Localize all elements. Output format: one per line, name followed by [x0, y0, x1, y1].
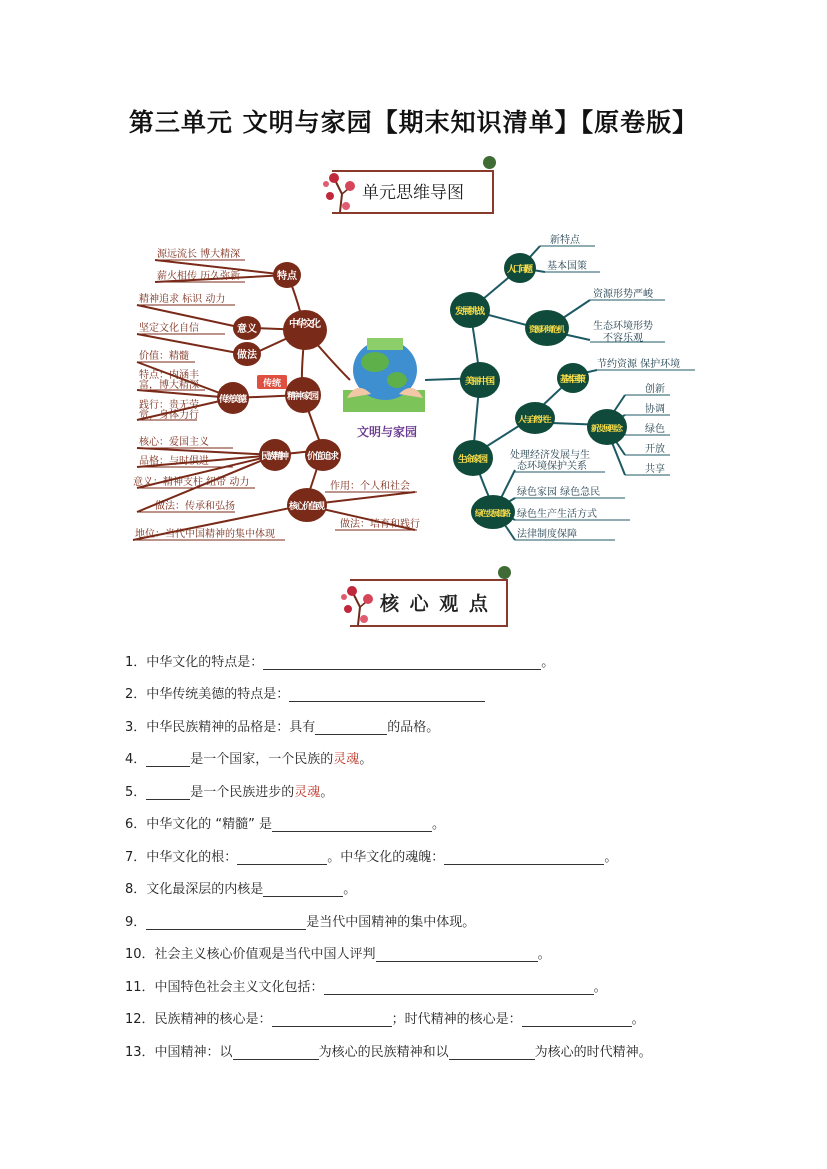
- svg-text:践行：贵无劳: 践行：贵无劳: [139, 400, 199, 411]
- svg-text:特点: 特点: [277, 271, 297, 282]
- plum-blossom-icon: [320, 166, 360, 216]
- svg-text:意义：精神支柱 纽带 动力: 意义：精神支柱 纽带 动力: [133, 477, 250, 488]
- svg-text:核心价值观: 核心价值观: [289, 502, 325, 512]
- answer-blank[interactable]: [263, 883, 343, 897]
- question-3: 3．中华民族精神的品格是：具有 的品格。: [125, 720, 440, 735]
- svg-text:价值追求: 价值追求: [307, 452, 339, 462]
- node-chinese-culture: [283, 310, 327, 350]
- question-5: 5． 是一个民族进步的灵魂。: [125, 785, 334, 800]
- svg-text:发展挑战: 发展挑战: [455, 307, 485, 317]
- svg-text:核心：爱国主义: 核心：爱国主义: [139, 437, 209, 448]
- page-title: 第三单元 文明与家园【期末知识清单】【原卷版】: [128, 108, 699, 137]
- mind-map: [125, 230, 705, 560]
- svg-text:富，博大精深: 富，博大精深: [139, 380, 199, 391]
- question-2: 2．中华传统美德的特点是：: [125, 683, 485, 702]
- svg-text:绿色家园 绿色急民: 绿色家园 绿色急民: [517, 487, 601, 498]
- svg-text:基本国策: 基本国策: [547, 261, 587, 272]
- svg-text:协调: 协调: [645, 404, 665, 415]
- answer-blank[interactable]: [289, 688, 485, 702]
- answer-blank[interactable]: [324, 981, 594, 995]
- answer-blank[interactable]: [146, 786, 190, 800]
- plum-blossom-icon: [338, 577, 378, 629]
- answer-blank[interactable]: [315, 721, 387, 735]
- svg-text:意义: 意义: [237, 324, 257, 335]
- question-13: 13．中国精神：以 为核心的民族精神和以 为核心的时代精神。: [125, 1045, 652, 1060]
- answer-blank[interactable]: [272, 1013, 392, 1027]
- question-9: 9． 是当代中国精神的集中体现。: [125, 915, 476, 930]
- svg-text:做法: 做法: [237, 350, 257, 361]
- green-dot-icon: [498, 566, 511, 579]
- svg-text:绿色发展道路: 绿色发展道路: [475, 509, 511, 518]
- answer-blank[interactable]: [146, 916, 306, 930]
- answer-blank[interactable]: [449, 1046, 535, 1060]
- svg-text:美丽中国: 美丽中国: [465, 377, 495, 387]
- svg-text:人口问题: 人口问题: [507, 265, 533, 275]
- question-11: 11．中国特色社会主义文化包括： 。: [125, 980, 607, 995]
- svg-text:传统美德: 传统美德: [219, 395, 247, 405]
- svg-text:传统: 传统: [262, 379, 282, 389]
- section-title-core: 核 心 观 点: [380, 593, 490, 615]
- svg-text:价值：精髓: 价值：精髓: [139, 351, 189, 362]
- question-10: 10．社会主义核心价值观是当代中国人评判 。: [125, 947, 551, 962]
- svg-text:地位：当代中国精神的集中体现: 地位：当代中国精神的集中体现: [135, 529, 275, 540]
- svg-text:共享: 共享: [645, 464, 665, 475]
- svg-text:特点：内涵丰: 特点：内涵丰: [139, 370, 199, 381]
- svg-text:精神家园: 精神家园: [287, 392, 319, 402]
- svg-text:基本国策: 基本国策: [560, 375, 586, 385]
- svg-text:不容乐观: 不容乐观: [603, 333, 643, 344]
- svg-text:创新: 创新: [645, 384, 665, 395]
- svg-text:人与自然共生: 人与自然共生: [518, 415, 552, 424]
- answer-blank[interactable]: [444, 851, 604, 865]
- center-label: 文明与家园: [356, 425, 418, 439]
- answer-blank[interactable]: [146, 753, 190, 767]
- svg-text:资源形势严峻: 资源形势严峻: [593, 289, 653, 300]
- answer-blank[interactable]: [233, 1046, 319, 1060]
- svg-text:绿色: 绿色: [645, 424, 665, 435]
- svg-text:开放: 开放: [645, 444, 665, 455]
- svg-text:坚定文化自信: 坚定文化自信: [139, 323, 199, 334]
- svg-text:中华文化: 中华文化: [289, 319, 321, 330]
- question-4: 4． 是一个国家，一个民族的灵魂。: [125, 752, 373, 767]
- svg-text:做法：培育和践行: 做法：培育和践行: [340, 519, 420, 530]
- section-title-mindmap: 单元思维导图: [362, 183, 464, 203]
- question-1: 1．中华文化的特点是： 。: [125, 655, 555, 670]
- svg-text:精神追求 标识 动力: 精神追求 标识 动力: [139, 294, 226, 305]
- svg-text:新发展理念: 新发展理念: [591, 424, 623, 433]
- question-12: 12．民族精神的核心是： ；时代精神的核心是： 。: [125, 1012, 645, 1027]
- svg-text:处理经济发展与生: 处理经济发展与生: [510, 450, 590, 461]
- center-illustration: [343, 338, 425, 412]
- svg-text:薪火相传 历久弥新: 薪火相传 历久弥新: [157, 271, 241, 282]
- question-7: 7．中华文化的根： 。中华文化的魂魄： 。: [125, 850, 618, 865]
- svg-text:新特点: 新特点: [550, 235, 580, 246]
- svg-text:绿色生产生活方式: 绿色生产生活方式: [517, 509, 597, 520]
- svg-text:法律制度保障: 法律制度保障: [517, 529, 577, 540]
- svg-text:节约资源 保护环境: 节约资源 保护环境: [597, 359, 681, 370]
- green-dot-icon: [483, 156, 496, 169]
- svg-text:生态环境形势: 生态环境形势: [593, 321, 653, 332]
- question-8: 8．文化最深层的内核是 。: [125, 882, 357, 897]
- answer-blank[interactable]: [376, 948, 538, 962]
- svg-text:作用：个人和社会: 作用：个人和社会: [330, 481, 410, 492]
- answer-blank[interactable]: [522, 1013, 632, 1027]
- svg-text:品格：与时俱进: 品格：与时俱进: [139, 456, 209, 467]
- svg-text:生命家园: 生命家园: [458, 455, 488, 465]
- svg-text:赏，身体力行: 赏，身体力行: [139, 410, 199, 421]
- answer-blank[interactable]: [263, 656, 541, 670]
- section-banner-mindmap: [320, 162, 500, 214]
- question-6: 6．中华文化的 “精髓” 是 。: [125, 817, 446, 832]
- svg-text:源远流长 博大精深: 源远流长 博大精深: [157, 249, 241, 260]
- svg-text:态环境保护关系: 态环境保护关系: [517, 461, 587, 472]
- svg-text:资源环境危机: 资源环境危机: [529, 325, 565, 334]
- answer-blank[interactable]: [272, 818, 432, 832]
- answer-blank[interactable]: [237, 851, 327, 865]
- svg-text:民族精神: 民族精神: [261, 452, 289, 462]
- svg-text:做法：传承和弘扬: 做法：传承和弘扬: [155, 501, 235, 512]
- section-banner-core: [338, 571, 518, 629]
